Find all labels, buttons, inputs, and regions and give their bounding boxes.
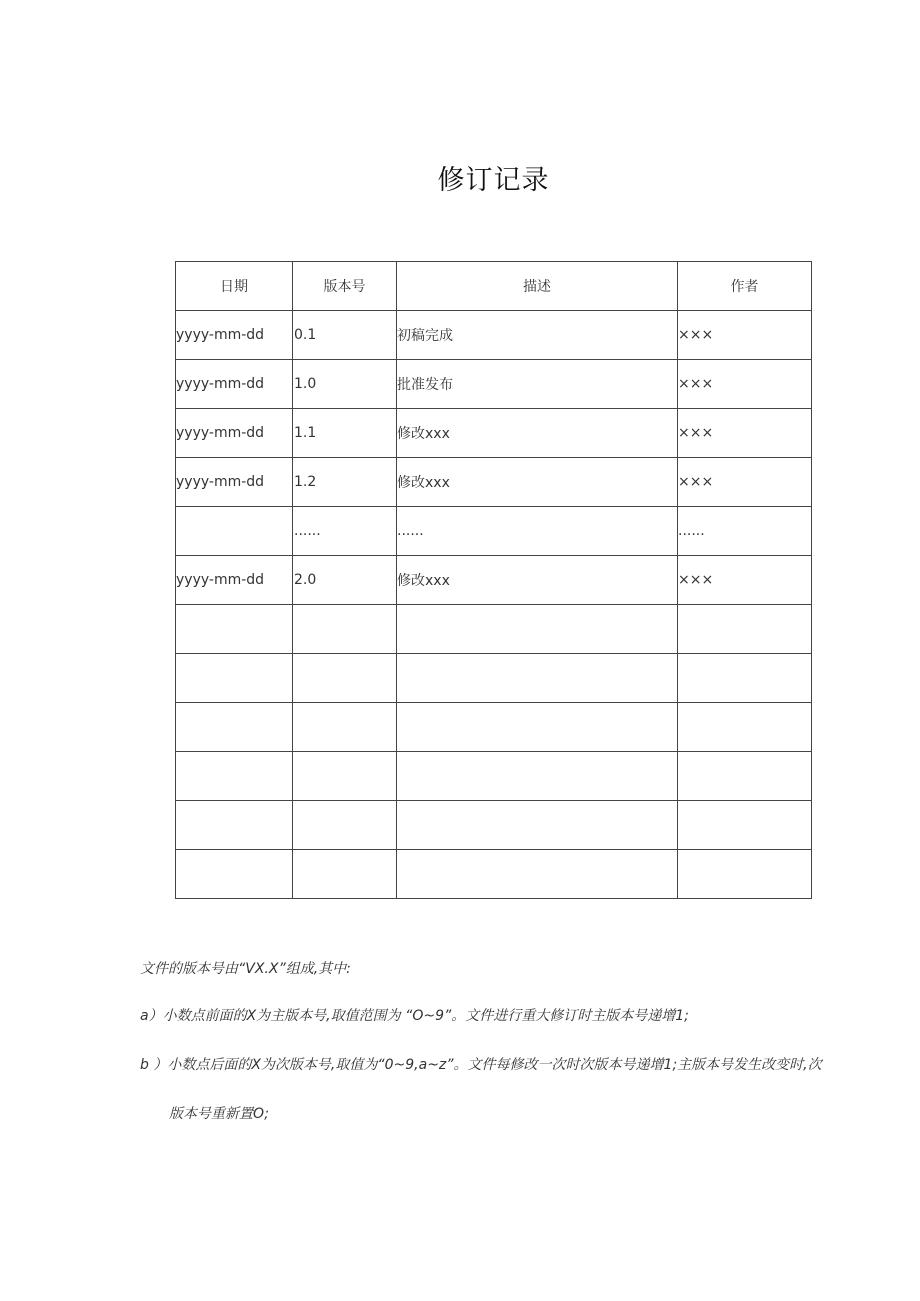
cell-author (678, 605, 812, 654)
cell-description (397, 654, 678, 703)
cell-description: 修改xxx (397, 409, 678, 458)
cell-author (678, 654, 812, 703)
cell-description (397, 801, 678, 850)
cell-description (397, 605, 678, 654)
cell-version: ...... (293, 507, 397, 556)
cell-version: 1.2 (293, 458, 397, 507)
cell-author (678, 703, 812, 752)
cell-date: yyyy-mm-dd (176, 556, 293, 605)
cell-description: 修改xxx (397, 556, 678, 605)
cell-date (176, 605, 293, 654)
table-row (176, 360, 812, 409)
cell-date: yyyy-mm-dd (176, 409, 293, 458)
cell-version: 2.0 (293, 556, 397, 605)
revision-table (175, 261, 812, 899)
table-row (176, 850, 812, 899)
cell-description: 批准发布 (397, 360, 678, 409)
cell-version: 1.0 (293, 360, 397, 409)
cell-author (678, 850, 812, 899)
cell-author: ××× (678, 556, 812, 605)
cell-version (293, 703, 397, 752)
cell-author: ××× (678, 311, 812, 360)
version-note-a: a）小数点前面的X为主版本号,取值范围为 “O~9”。文件进行重大修订时主版本号递增1; (140, 1008, 689, 1024)
table-row (176, 458, 812, 507)
table-row (176, 311, 812, 360)
cell-description (397, 752, 678, 801)
cell-version: 1.1 (293, 409, 397, 458)
cell-description (397, 703, 678, 752)
table-row (176, 605, 812, 654)
cell-description: ...... (397, 507, 678, 556)
table-row (176, 801, 812, 850)
cell-version (293, 752, 397, 801)
cell-version (293, 654, 397, 703)
table-row (176, 507, 812, 556)
table-row (176, 556, 812, 605)
cell-date: yyyy-mm-dd (176, 311, 293, 360)
cell-author: ...... (678, 507, 812, 556)
version-note-b: b ）小数点后面的X为次版本号,取值为“0~9,a~z”。文件每修改一次时次版本号递增1;主版本号发生改变时,次 (140, 1057, 822, 1073)
cell-version (293, 605, 397, 654)
cell-date (176, 507, 293, 556)
cell-date (176, 752, 293, 801)
header-description: 描述 (397, 262, 678, 311)
cell-author: ××× (678, 409, 812, 458)
cell-description: 初稿完成 (397, 311, 678, 360)
table-row (176, 654, 812, 703)
cell-version: 0.1 (293, 311, 397, 360)
table-row (176, 703, 812, 752)
cell-version (293, 801, 397, 850)
cell-date: yyyy-mm-dd (176, 458, 293, 507)
cell-date (176, 850, 293, 899)
header-date: 日期 (176, 262, 293, 311)
cell-date (176, 801, 293, 850)
cell-date (176, 654, 293, 703)
version-note-intro: 文件的版本号由“VX.X”组成,其中: (140, 961, 351, 977)
page-title: 修订记录 (437, 165, 550, 196)
cell-version (293, 850, 397, 899)
cell-author (678, 752, 812, 801)
header-version: 版本号 (293, 262, 397, 311)
header-author: 作者 (678, 262, 812, 311)
version-note-b-continued: 版本号重新置O; (169, 1106, 269, 1122)
cell-date (176, 703, 293, 752)
cell-description (397, 850, 678, 899)
cell-date: yyyy-mm-dd (176, 360, 293, 409)
cell-description: 修改xxx (397, 458, 678, 507)
table-row (176, 752, 812, 801)
cell-author: ××× (678, 458, 812, 507)
cell-author: ××× (678, 360, 812, 409)
cell-author (678, 801, 812, 850)
table-header-row (176, 262, 812, 311)
table-row (176, 409, 812, 458)
